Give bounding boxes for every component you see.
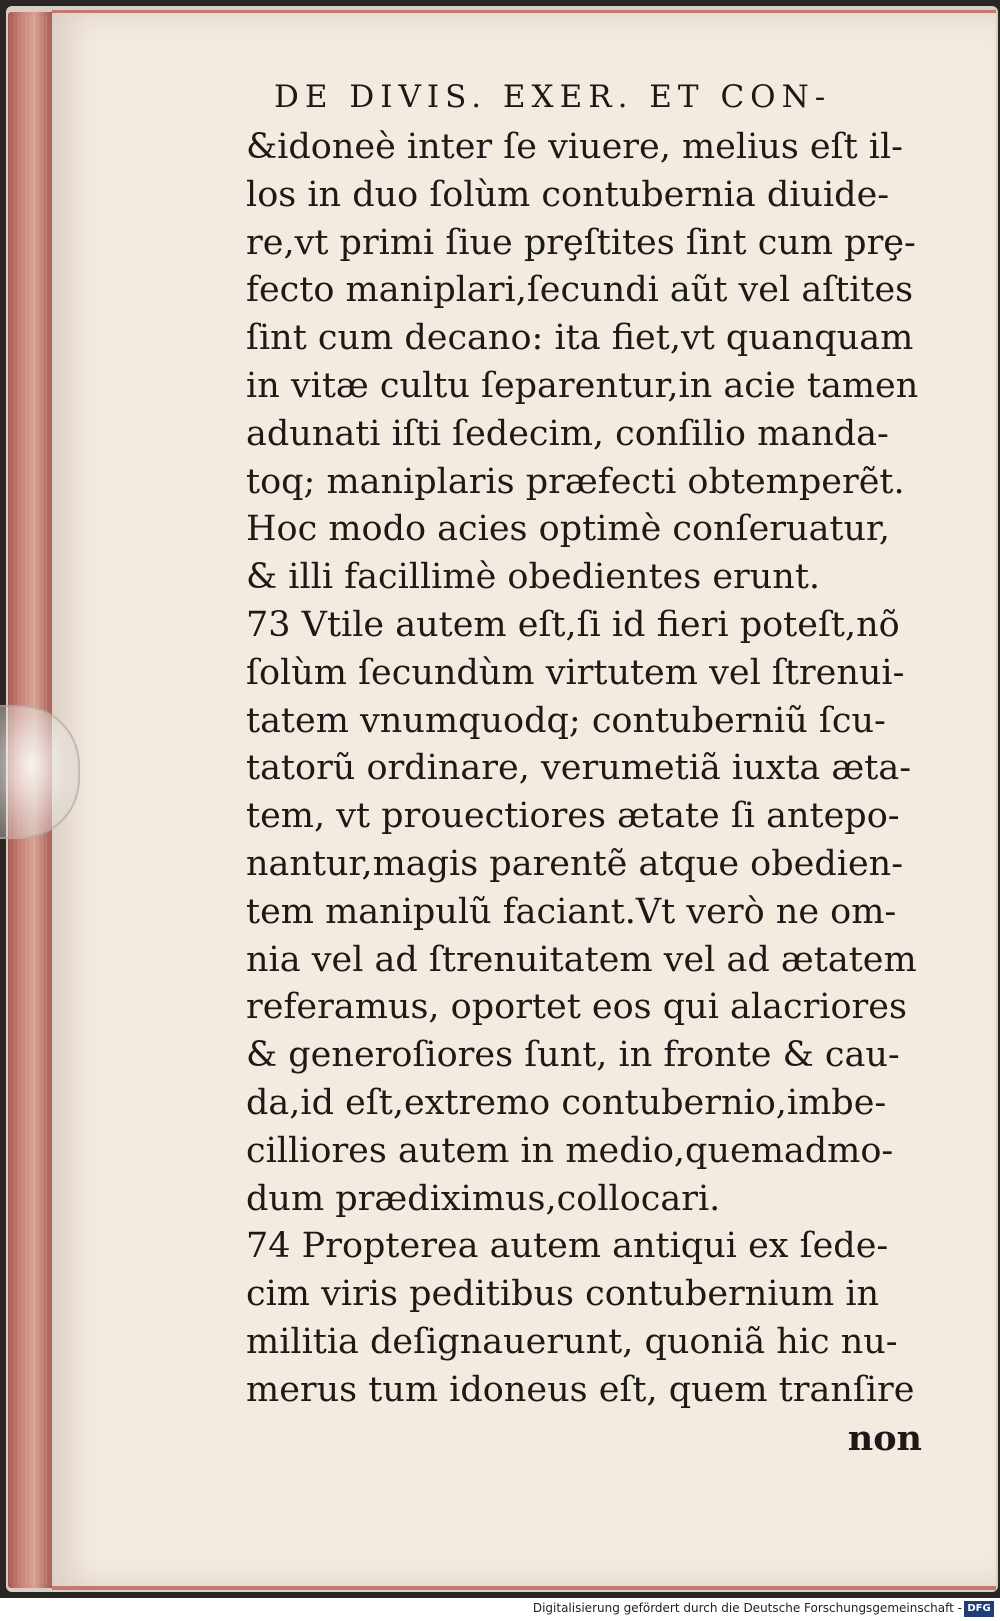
text-line: militia deſignauerunt, quoniã hic nu- <box>246 1321 898 1362</box>
text-line: los in duo ſolùm contubernia diuide- <box>246 174 890 215</box>
page-text <box>246 70 936 1462</box>
text-line: merus tum idoneus eſt, quem tranſire <box>246 1369 915 1410</box>
text-line: ſolùm ſecundùm virtutem vel ſtrenui- <box>246 652 905 693</box>
text-line: tem manipulũ faciant.Vt verò ne om- <box>246 891 897 932</box>
text-line: cilliores autem in medio,quemadmo- <box>246 1130 894 1171</box>
text-line: nia vel ad ſtrenuitatem vel ad ætatem <box>246 939 917 980</box>
text-line: tem, vt prouectiores ætate ſi antepo- <box>246 796 900 837</box>
text-line: da,id eſt,extremo contubernio,imbe- <box>246 1082 887 1123</box>
footer-credit: Digitalisierung gefördert durch die Deutsche Forschungsgemeinschaft - <box>532 1601 962 1615</box>
text-line: &idoneè inter ſe viuere, melius eſt il- <box>246 127 903 167</box>
text-line: Hoc modo acies optimè conſeruatur, <box>246 509 891 550</box>
catchword: non <box>847 1417 922 1459</box>
text-line: toq; maniplaris præfecti obtemperẽt. <box>246 461 905 502</box>
running-head: DE DIVIS. EXER. ET CON- <box>274 79 832 115</box>
text-line: ſint cum decano: ita fiet,vt quanquam <box>246 318 914 359</box>
text-line: 73 Vtile autem eſt,ſi id fieri poteſt,nõ <box>246 604 900 645</box>
text-line: nantur,magis parentẽ atque obedien- <box>246 843 904 884</box>
text-line: cim viris peditibus contubernium in <box>246 1274 880 1315</box>
text-line: dum prædiximus,collocari. <box>246 1178 721 1219</box>
text-line: adunati iſti ſedecim, conſilio manda- <box>246 413 889 454</box>
text-lines <box>246 124 936 1415</box>
text-line: referamus, oportet eos qui alacriores <box>246 987 907 1028</box>
text-line: in vitæ cultu ſeparentur,in acie tamen <box>246 365 919 406</box>
text-line: tatem vnumquodq; contuberniũ ſcu- <box>246 700 886 741</box>
text-line: fecto maniplari,ſecundi aũt vel aſtites <box>246 270 914 311</box>
text-line: 74 Propterea autem antiqui ex ſede- <box>246 1226 889 1267</box>
text-line: & generoſiores ſunt, in fronte & cau- <box>246 1035 900 1076</box>
text-line: tatorũ ordinare, verumetiã iuxta æta- <box>246 748 912 789</box>
dfg-logo: DFG <box>964 1601 994 1617</box>
text-line: & illi facillimè obedientes erunt. <box>246 557 821 598</box>
text-line: re,vt primi ſiue prȩſtites ſint cum prȩ- <box>246 222 916 263</box>
